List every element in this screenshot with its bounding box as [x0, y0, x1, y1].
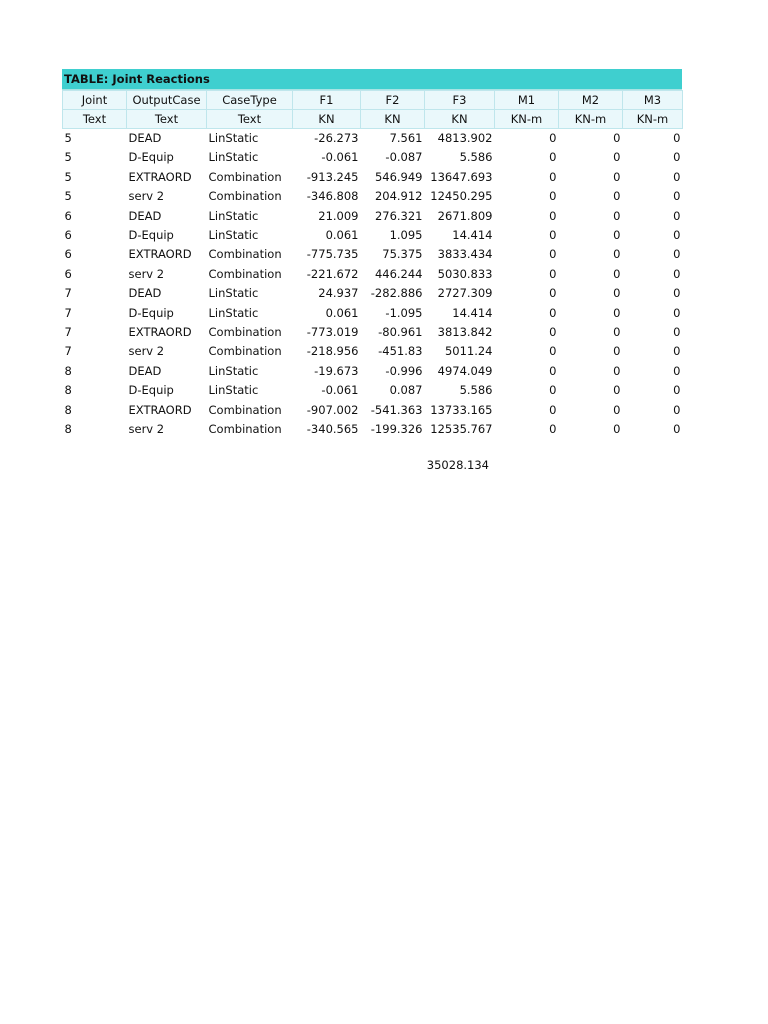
f1-cell: -775.735 [306, 247, 359, 262]
joint-cell: 7 [64, 305, 72, 320]
joint-cell: 6 [64, 266, 72, 281]
m2-cell: 0 [613, 150, 621, 165]
joint-cell: 5 [64, 169, 72, 184]
f3-cell: 12450.295 [430, 189, 493, 204]
f2-cell: 276.321 [374, 208, 423, 223]
f3-cell: 14.414 [452, 228, 493, 243]
case-type-cell: Combination [208, 189, 282, 204]
m2-cell: 0 [613, 189, 621, 204]
m3-cell: 0 [673, 286, 681, 301]
m2-cell: 0 [613, 305, 621, 320]
unit-header: KN [293, 110, 361, 129]
m2-cell: 0 [613, 286, 621, 301]
table-row [63, 284, 683, 303]
f1-cell: 0.061 [325, 228, 359, 243]
m3-cell: 0 [673, 228, 681, 243]
m1-cell: 0 [549, 286, 557, 301]
table-row [63, 187, 683, 206]
f1-cell: -907.002 [306, 402, 359, 417]
output-case-cell: serv 2 [128, 344, 165, 359]
f3-cell: 4974.049 [437, 363, 493, 378]
joint-cell: 7 [64, 325, 72, 340]
f3-cell: 3833.434 [437, 247, 493, 262]
f1-cell: -346.808 [306, 189, 359, 204]
table-row [63, 342, 683, 361]
table-row [63, 265, 683, 284]
column-header: F1 [293, 91, 361, 110]
f2-cell: -1.095 [385, 305, 423, 320]
case-type-cell: LinStatic [208, 383, 259, 398]
case-type-cell: LinStatic [208, 305, 259, 320]
output-case-cell: EXTRAORD [128, 247, 192, 262]
joint-cell: 8 [64, 402, 72, 417]
case-type-cell: Combination [208, 169, 282, 184]
f3-cell: 5030.833 [437, 266, 493, 281]
table-row [63, 245, 683, 264]
f2-cell: -80.961 [378, 325, 423, 340]
case-type-cell: LinStatic [208, 286, 259, 301]
f2-cell: -0.996 [385, 363, 423, 378]
m3-cell: 0 [673, 189, 681, 204]
f2-cell: 1.095 [389, 228, 423, 243]
m3-cell: 0 [673, 247, 681, 262]
m1-cell: 0 [549, 189, 557, 204]
m1-cell: 0 [549, 325, 557, 340]
m1-cell: 0 [549, 344, 557, 359]
m1-cell: 0 [549, 208, 557, 223]
output-case-cell: D-Equip [128, 383, 174, 398]
f2-cell: 546.949 [374, 169, 423, 184]
joint-cell: 8 [64, 422, 72, 437]
output-case-cell: EXTRAORD [128, 402, 192, 417]
output-case-cell: D-Equip [128, 150, 174, 165]
m3-cell: 0 [673, 131, 681, 145]
case-type-cell: LinStatic [208, 208, 259, 223]
f3-cell: 2671.809 [437, 208, 493, 223]
m2-cell: 0 [613, 383, 621, 398]
column-header: Joint [63, 91, 127, 110]
m1-cell: 0 [549, 266, 557, 281]
output-case-cell: EXTRAORD [128, 325, 192, 340]
units-header-row [63, 110, 683, 129]
table-row [63, 304, 683, 323]
f1-cell: 0.061 [325, 305, 359, 320]
f3-cell: 3813.842 [437, 325, 493, 340]
f2-cell: 75.375 [382, 247, 423, 262]
f3-cell: 12535.767 [430, 422, 493, 437]
output-case-cell: DEAD [128, 286, 162, 301]
m3-cell: 0 [673, 208, 681, 223]
output-case-cell: DEAD [128, 131, 162, 145]
f2-cell: -282.886 [370, 286, 423, 301]
unit-header: KN [361, 110, 425, 129]
f3-cell: 4813.902 [437, 131, 493, 145]
m2-cell: 0 [613, 169, 621, 184]
joint-cell: 6 [64, 208, 72, 223]
output-case-cell: serv 2 [128, 189, 165, 204]
m2-cell: 0 [613, 422, 621, 437]
f1-cell: -19.673 [314, 363, 359, 378]
f1-cell: -218.956 [306, 344, 359, 359]
m1-cell: 0 [549, 305, 557, 320]
m1-cell: 0 [549, 402, 557, 417]
f3-cell: 13733.165 [430, 402, 493, 417]
joint-cell: 8 [64, 383, 72, 398]
f3-cell: 5.586 [459, 383, 493, 398]
column-header: M3 [623, 91, 683, 110]
unit-header: KN-m [559, 110, 623, 129]
joint-cell: 5 [64, 189, 72, 204]
case-type-cell: LinStatic [208, 150, 259, 165]
output-case-cell: DEAD [128, 208, 162, 223]
m3-cell: 0 [673, 383, 681, 398]
table-row [63, 129, 683, 149]
table-row [63, 148, 683, 167]
f2-cell: 204.912 [374, 189, 423, 204]
joint-reactions-sheet [62, 69, 682, 440]
m1-cell: 0 [549, 247, 557, 262]
m2-cell: 0 [613, 228, 621, 243]
f3-cell: 14.414 [452, 305, 493, 320]
column-header: F2 [361, 91, 425, 110]
joint-cell: 5 [64, 131, 72, 145]
f1-cell: -0.061 [321, 383, 359, 398]
m2-cell: 0 [613, 325, 621, 340]
m1-cell: 0 [549, 131, 557, 145]
case-type-cell: LinStatic [208, 131, 259, 145]
joint-cell: 5 [64, 150, 72, 165]
unit-header: Text [207, 110, 293, 129]
output-case-cell: DEAD [128, 363, 162, 378]
output-case-cell: D-Equip [128, 305, 174, 320]
m2-cell: 0 [613, 208, 621, 223]
table-row [63, 381, 683, 400]
f3-cell: 5011.24 [444, 344, 493, 359]
unit-header: Text [63, 110, 127, 129]
table-row [63, 168, 683, 187]
m3-cell: 0 [673, 169, 681, 184]
column-header: OutputCase [127, 91, 207, 110]
table-row [63, 226, 683, 245]
f2-cell: -451.83 [378, 344, 423, 359]
table-body [63, 129, 683, 440]
joint-cell: 7 [64, 344, 72, 359]
m1-cell: 0 [549, 363, 557, 378]
case-type-cell: Combination [208, 402, 282, 417]
output-case-cell: D-Equip [128, 228, 174, 243]
case-type-cell: LinStatic [208, 363, 259, 378]
m1-cell: 0 [549, 150, 557, 165]
f1-cell: -0.061 [321, 150, 359, 165]
m2-cell: 0 [613, 344, 621, 359]
table-row [63, 420, 683, 439]
f2-cell: -0.087 [385, 150, 423, 165]
f1-cell: -221.672 [306, 266, 359, 281]
unit-header: KN-m [495, 110, 559, 129]
f1-cell: -773.019 [306, 325, 359, 340]
f1-cell: -913.245 [306, 169, 359, 184]
m3-cell: 0 [673, 305, 681, 320]
unit-header: Text [127, 110, 207, 129]
m1-cell: 0 [549, 228, 557, 243]
m3-cell: 0 [673, 344, 681, 359]
table-row [63, 323, 683, 342]
column-header: F3 [425, 91, 495, 110]
m2-cell: 0 [613, 266, 621, 281]
table-row [63, 362, 683, 381]
m1-cell: 0 [549, 169, 557, 184]
joint-cell: 6 [64, 228, 72, 243]
f3-cell: 2727.309 [437, 286, 493, 301]
f3-cell: 5.586 [459, 150, 493, 165]
output-case-cell: EXTRAORD [128, 169, 192, 184]
column-header-row [63, 91, 683, 110]
m2-cell: 0 [613, 363, 621, 378]
case-type-cell: Combination [208, 344, 282, 359]
unit-header: KN-m [623, 110, 683, 129]
joint-cell: 8 [64, 363, 72, 378]
f1-cell: -340.565 [306, 422, 359, 437]
f2-cell: 0.087 [389, 383, 423, 398]
m3-cell: 0 [673, 150, 681, 165]
column-header: CaseType [207, 91, 293, 110]
case-type-cell: Combination [208, 247, 282, 262]
joint-cell: 6 [64, 247, 72, 262]
f1-cell: -26.273 [314, 131, 359, 145]
table-row [63, 207, 683, 226]
m3-cell: 0 [673, 266, 681, 281]
f2-cell: -541.363 [370, 402, 423, 417]
m3-cell: 0 [673, 363, 681, 378]
m3-cell: 0 [673, 402, 681, 417]
case-type-cell: Combination [208, 325, 282, 340]
f1-cell: 24.937 [318, 286, 359, 301]
output-case-cell: serv 2 [128, 266, 165, 281]
case-type-cell: Combination [208, 266, 282, 281]
m2-cell: 0 [613, 247, 621, 262]
joint-cell: 7 [64, 286, 72, 301]
table-title: TABLE: Joint Reactions [62, 69, 682, 90]
f3-cell: 13647.693 [430, 169, 493, 184]
unit-header: KN [425, 110, 495, 129]
case-type-cell: Combination [208, 422, 282, 437]
m1-cell: 0 [549, 422, 557, 437]
case-type-cell: LinStatic [208, 228, 259, 243]
m3-cell: 0 [673, 422, 681, 437]
m2-cell: 0 [613, 402, 621, 417]
column-header: M2 [559, 91, 623, 110]
f2-cell: -199.326 [370, 422, 423, 437]
output-case-cell: serv 2 [128, 422, 165, 437]
f3-total-value: 35028.134 [426, 458, 489, 472]
f1-cell: 21.009 [318, 208, 359, 223]
f2-cell: 446.244 [374, 266, 423, 281]
table-row [63, 401, 683, 420]
column-header: M1 [495, 91, 559, 110]
joint-reactions-table [62, 90, 683, 440]
m2-cell: 0 [613, 131, 621, 145]
m1-cell: 0 [549, 383, 557, 398]
m3-cell: 0 [673, 325, 681, 340]
f2-cell: 7.561 [389, 131, 423, 145]
